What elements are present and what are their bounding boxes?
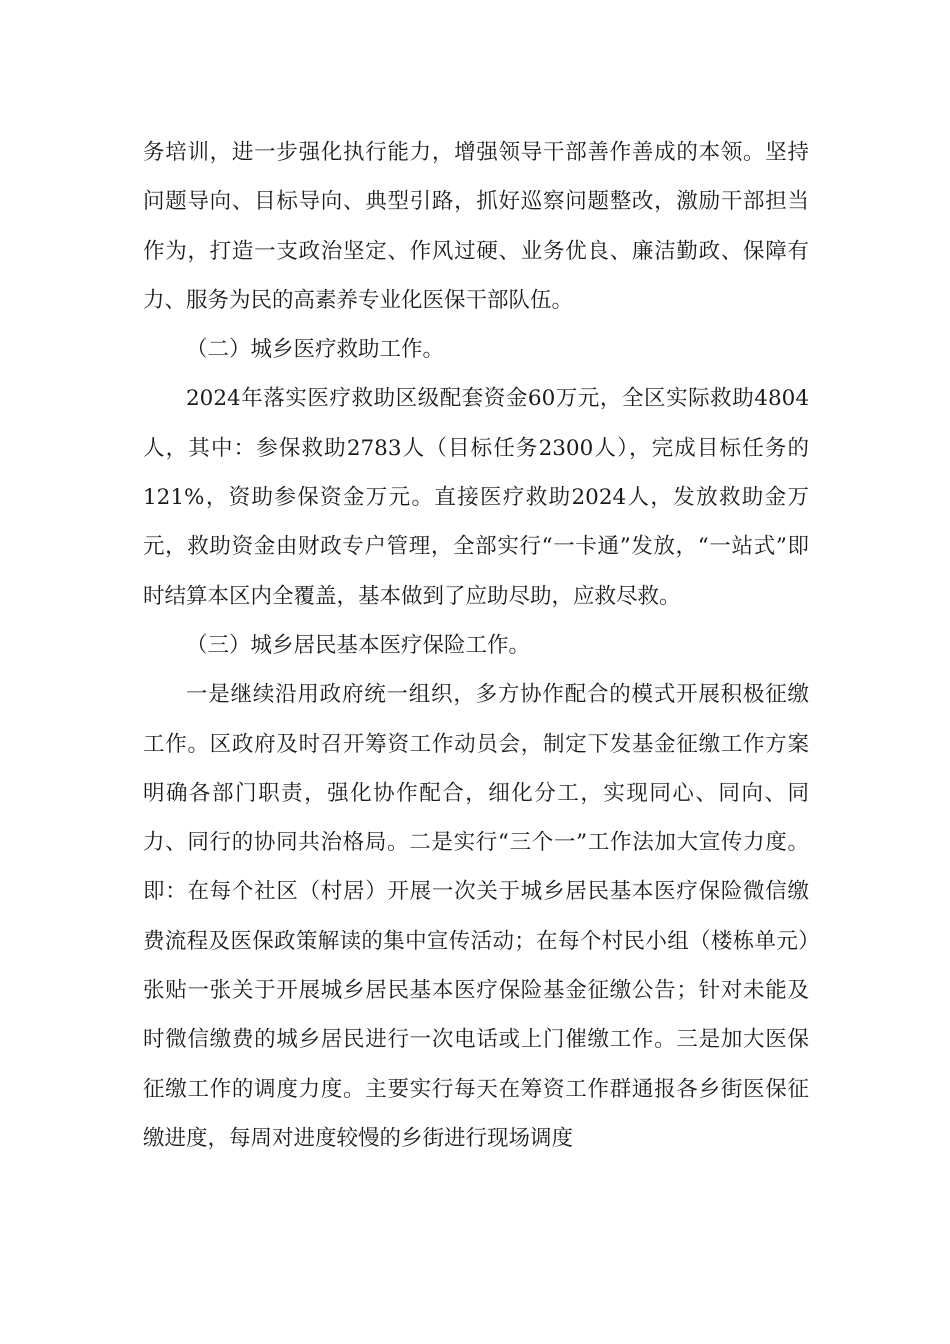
section-heading-resident-insurance: （三）城乡居民基本医疗保险工作。 bbox=[186, 632, 531, 658]
paragraph-resident-insurance: 一是继续沿用政府统一组织，多方协作配合的模式开展积极征缴工作。区政府及时召开筹资工作动员会，制定下发基金征缴工作方案明确各部门职责，强化协作配合，细化分工，实现同心、同向、同力、同行的协同共治格局。二是实行“三个一”工作法加大宣传力度。即：在每个社区（村居）开展一次关于城乡居民基本医疗保险微信缴费流程及医保政策解读的集中宣传活动；在每个村民小组（楼栋单元）张贴一张关于开展城乡居民基本医疗保险基金征缴公告；针对未能及时微信缴费的城乡居民进行一次电话或上门催缴工作。三是加大医保征缴工作的调度力度。主要实行每天在筹资工作群通报各乡街医保征缴进度，每周对进度较慢的乡街进行现场调度 bbox=[143, 682, 809, 1151]
document-body bbox=[143, 128, 809, 1163]
paragraph-continued: 务培训，进一步强化执行能力，增强领导干部善作善成的本领。坚持问题导向、目标导向、典型引路，抓好巡察问题整改，激励干部担当作为，打造一支政治坚定、作风过硬、业务优良、廉洁勤政、保障有力、服务为民的高素养专业化医保干部队伍。 bbox=[143, 140, 809, 313]
paragraph-medical-assistance: 2024年落实医疗救助区级配套资金60万元，全区实际救助4804人，其中：参保救助2783人（目标任务2300人），完成目标任务的121%，资助参保资金万元。直接医疗救助2024人，发放救助金万元，救助资金由财政专户管理，全部实行“一卡通”发放，“一站式”即时结算本区内全覆盖，基本做到了应助尽助，应救尽救。 bbox=[143, 386, 809, 609]
section-heading-medical-assistance: （二）城乡医疗救助工作。 bbox=[186, 337, 445, 363]
